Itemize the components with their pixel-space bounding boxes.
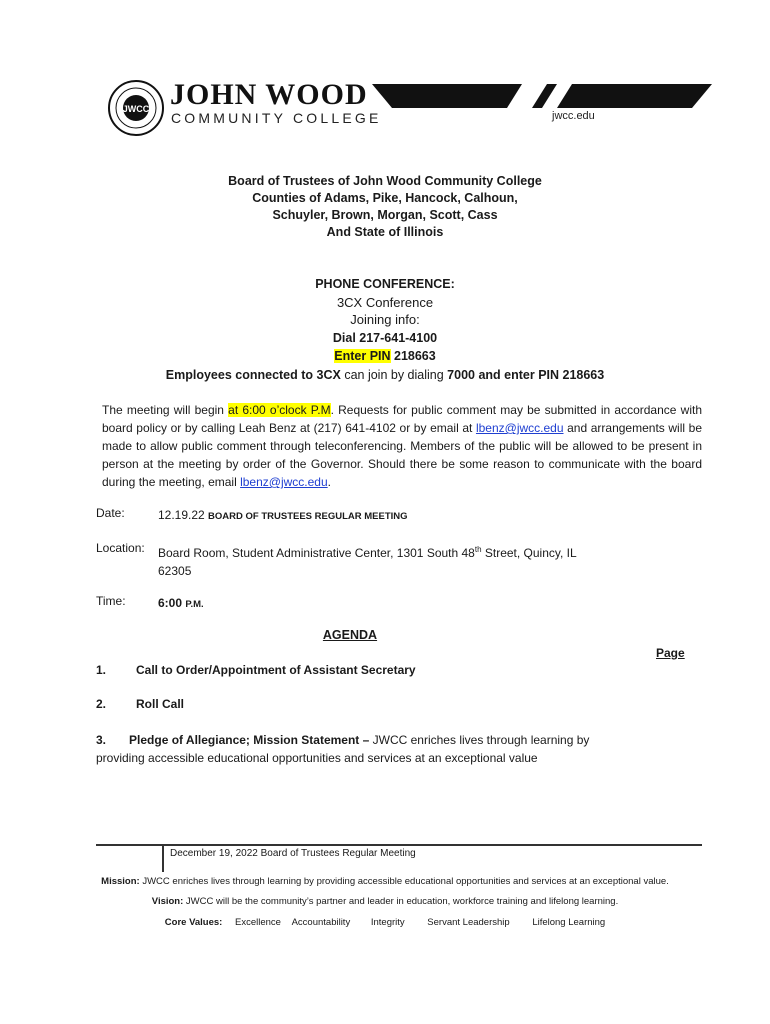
agenda-item-1-number: 1.: [96, 663, 107, 677]
date-label: Date:: [96, 506, 125, 520]
board-heading-line-1: Board of Trustees of John Wood Community College: [228, 174, 542, 188]
location-part-a: Board Room, Student Administrative Center, 1301 South 48: [158, 546, 475, 560]
employees-text-b: can join by dialing: [340, 368, 448, 382]
mission-text: JWCC enriches lives through learning by providing accessible educational opportunities and services at an exceptional value.: [139, 876, 669, 887]
footer-core-values: [0, 917, 770, 928]
location-label: Location:: [96, 541, 145, 555]
location-zip: 62305: [158, 564, 192, 578]
time-suffix: P.M.: [185, 599, 204, 610]
vision-label: Vision:: [151, 896, 184, 907]
agenda-item-3-number: 3.: [96, 733, 107, 747]
phone-joining-info: Joining info:: [350, 312, 420, 327]
core-value-4: Servant Leadership: [427, 917, 510, 928]
website-url[interactable]: jwcc.edu: [552, 110, 595, 122]
notice-time-highlight: at 6:00 o’clock P.M: [228, 403, 331, 417]
core-values-label: Core Values:: [164, 917, 223, 928]
mission-label: Mission:: [101, 876, 140, 887]
location-part-b: Street, Quincy, IL: [481, 546, 577, 560]
footer-mission: [0, 876, 770, 887]
time-number: 6:00: [158, 596, 186, 610]
board-heading-line-4: And State of Illinois: [326, 225, 444, 239]
agenda-item-3-detail: JWCC enriches lives through learning by providing accessible educational opportunities and services at an exceptional value: [96, 733, 590, 765]
agenda-item-3-title: Pledge of Allegiance; Mission Statement –: [129, 733, 370, 747]
email-link-2[interactable]: lbenz@jwcc.edu: [240, 475, 328, 489]
time-value: [158, 594, 204, 614]
pin-label: Enter PIN: [334, 349, 391, 363]
footer-divider: [162, 844, 164, 872]
agenda-item-2-number: 2.: [96, 697, 107, 711]
footer-rule: [96, 844, 702, 846]
employees-line: [0, 367, 770, 384]
header-stripe: [372, 84, 712, 108]
college-seal-logo: [108, 80, 164, 136]
email-link-1[interactable]: lbenz@jwcc.edu: [475, 421, 564, 435]
footer-vision: [0, 896, 770, 907]
phone-pin-line: [0, 348, 770, 365]
phone-conference-title: PHONE CONFERENCE:: [315, 277, 455, 291]
core-value-5: Lifelong Learning: [532, 917, 606, 928]
core-value-2: Accountability: [291, 917, 351, 928]
notice-part-4: .: [327, 475, 331, 489]
meeting-title: BOARD OF TRUSTEES REGULAR MEETING: [208, 511, 408, 522]
employees-text-c: 7000 and enter PIN 218663: [447, 368, 605, 382]
notice-part-3: and arrangements will be made to allow public comment through teleconferencing. Members of the public will be allowed to be present in person at the meeting by order of the Governor. Should there be some reason to communicate with the board during the meeting, email: [102, 421, 702, 489]
date-value: [158, 506, 408, 526]
location-sup: th: [474, 545, 482, 554]
pin-value: 218663: [390, 349, 436, 363]
board-heading-line-3: Schuyler, Brown, Morgan, Scott, Cass: [272, 208, 498, 222]
agenda-item-1-text: Call to Order/Appointment of Assistant Secretary: [136, 663, 416, 677]
agenda-item-3: [96, 731, 636, 767]
agenda-title: AGENDA: [322, 628, 378, 642]
notice-part-1: The meeting will begin: [102, 403, 229, 417]
agenda-item-2-text: Roll Call: [136, 697, 185, 711]
time-label: Time:: [96, 594, 126, 608]
employees-text-a: Employees connected to 3CX: [165, 368, 341, 382]
footer-date-line: December 19, 2022 Board of Trustees Regular Meeting: [170, 848, 416, 859]
phone-platform: 3CX Conference: [336, 295, 434, 310]
date-number: 12.19.22: [158, 508, 209, 522]
college-name: JOHN WOOD: [170, 78, 368, 111]
college-subtitle: COMMUNITY COLLEGE: [171, 110, 382, 126]
page-column-header: Page: [656, 646, 685, 660]
location-value: [158, 541, 577, 580]
core-value-1: Excellence: [234, 917, 281, 928]
phone-dial-number: Dial 217-641-4100: [332, 331, 438, 345]
seal-text: JWCC: [122, 104, 150, 114]
core-value-3: Integrity: [370, 917, 405, 928]
meeting-notice-paragraph: [102, 401, 702, 491]
notice-part-2: . Requests for public comment may be submitted in accordance with board policy or by calling Leah Benz at (217) 641-4102 or by email at: [102, 403, 702, 435]
board-heading-line-2: Counties of Adams, Pike, Hancock, Calhoun,: [252, 191, 518, 205]
vision-text: JWCC will be the community’s partner and leader in education, workforce training and lifelong learning.: [183, 896, 619, 907]
